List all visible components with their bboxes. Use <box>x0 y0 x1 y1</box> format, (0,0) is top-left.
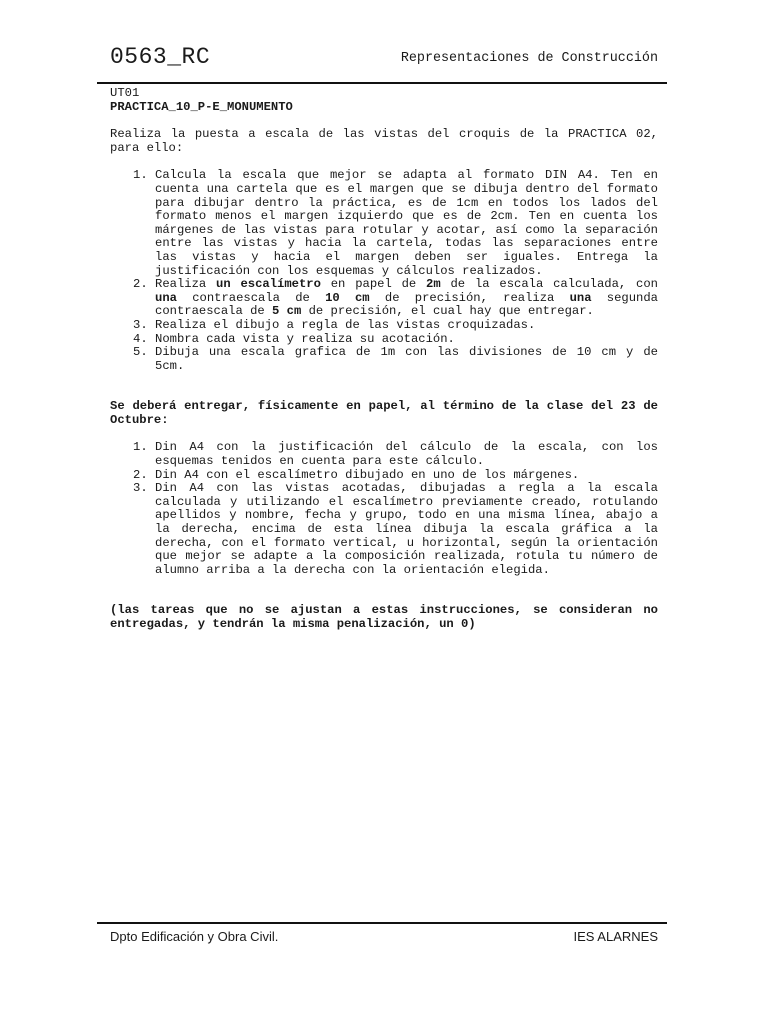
bold-run: 5 cm <box>272 304 302 319</box>
department-name: Dpto Edificación y Obra Civil. <box>110 929 279 944</box>
bold-run: 10 cm <box>325 290 370 305</box>
bold-run: un escalímetro <box>216 277 321 292</box>
list-item: 3. Realiza el dibujo a regla de las vistas croquizadas. <box>155 319 658 333</box>
delivery-heading: Se deberá entregar, físicamente en papel, al término de la clase del 23 de Octubre: <box>110 399 658 427</box>
text-run: de la escala calculada, con <box>440 277 658 292</box>
text-run: en papel de <box>320 277 427 292</box>
list-item <box>155 278 658 319</box>
page-footer <box>110 928 658 948</box>
spacer <box>110 427 658 441</box>
list-item: 1. Calcula la escala que mejor se adapta al formato DIN A4. Ten en cuenta una cartela que es el margen que se dibuja dentro del formato para dibujar dentro la práctica, es de 1cm en todos los lados del formato menos el margen izquierdo que es de 2cm. Ten en cuenta los márgenes de las vistas para rotular y acotar, así como la separación entre las vistas y hacia la cartela, todas las separaciones entre las vistas y hacia el margen deben ser iguales. Entrega la justificación con los esquemas y cálculos realizados. <box>155 169 658 278</box>
steps-list <box>110 169 658 373</box>
list-item: 2. Din A4 con el escalímetro dibujado en uno de los márgenes. <box>155 469 658 483</box>
spacer <box>110 373 658 400</box>
text-run: de precisión, el cual hay que entregar. <box>301 304 594 319</box>
school-name: IES ALARNES <box>573 929 658 944</box>
practice-title: PRACTICA_10_P-E_MONUMENTO <box>110 99 293 114</box>
header-rule <box>97 82 667 84</box>
deliverables-list <box>110 441 658 577</box>
intro-paragraph: Realiza la puesta a escala de las vistas del croquis de la PRACTICA 02, para ello: <box>110 127 658 155</box>
page-header <box>110 42 658 82</box>
spacer <box>110 577 658 604</box>
text-run: de precisión, realiza <box>369 290 570 305</box>
list-item: 4. Nombra cada vista y realiza su acotación. <box>155 333 658 347</box>
spacer <box>110 155 658 169</box>
bold-run: 2m <box>426 277 441 292</box>
course-subject: Representaciones de Construcción <box>400 51 658 66</box>
bold-run: una <box>569 290 592 305</box>
text-run: contraescala de <box>176 290 326 305</box>
spacer <box>110 114 658 128</box>
document-body <box>110 87 658 632</box>
list-item: 5. Dibuja una escala grafica de 1m con las divisiones de 10 cm y de 5cm. <box>155 346 658 373</box>
unit-label: UT01 <box>110 86 140 100</box>
footer-rule <box>97 922 667 924</box>
course-code: 0563_RC <box>110 44 211 70</box>
list-item: 3. Din A4 con las vistas acotadas, dibujadas a regla a la escala calculada y utilizando el escalímetro previamente creado, rotulando apellidos y nombre, fecha y grupo, todo en una misma línea, abajo a la derecha, encima de esta línea dibuja la escala gráfica a la derecha, con el formato vertical, u horizontal, según la orientación que mejor se adapte a la composición realizada, rotula tu número de alumno arriba a la derecha con la orientación elegida. <box>155 482 658 577</box>
penalty-note: (las tareas que no se ajustan a estas instrucciones, se consideran no entregadas, y tendrán la misma penalización, un 0) <box>110 603 658 631</box>
text-run: Realiza <box>155 277 217 292</box>
list-item: 1. Din A4 con la justificación del cálculo de la escala, con los esquemas tenidos en cuenta para este cálculo. <box>155 441 658 468</box>
text-run: segunda contraescala de <box>155 290 658 319</box>
bold-run: una <box>155 290 177 305</box>
